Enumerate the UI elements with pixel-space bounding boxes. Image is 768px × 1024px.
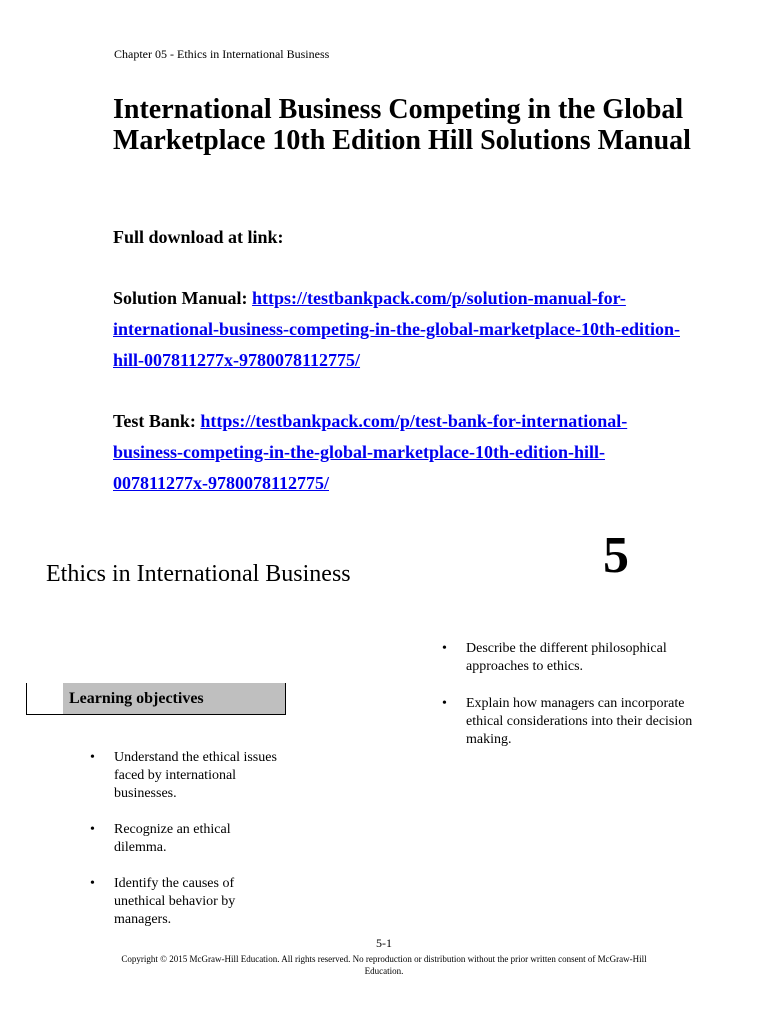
test-bank-link[interactable]: https://testbankpack.com/p/test-bank-for-international-business-competing-in-the-global-marketplace-10th-edition-hill-007811277x-9780078112775/ xyxy=(113,411,628,493)
list-item xyxy=(90,821,280,857)
copyright-notice: Copyright © 2015 McGraw-Hill Education. All rights reserved. No reproduction or distribution without the prior written consent of McGraw-Hill Education. xyxy=(121,954,647,976)
objectives-list-left xyxy=(90,749,280,947)
list-item xyxy=(90,749,280,803)
learning-objectives-box xyxy=(26,683,286,715)
objectives-list-right xyxy=(442,640,702,768)
bullet-icon: • xyxy=(442,696,447,711)
running-header: Chapter 05 - Ethics in International Business xyxy=(114,47,330,61)
bullet-icon: • xyxy=(442,641,447,656)
bullet-icon: • xyxy=(90,876,95,891)
list-item xyxy=(442,695,702,749)
list-item xyxy=(90,875,280,929)
document-title: International Business Competing in the Global Marketplace 10th Edition Hill Solutions Manual xyxy=(113,94,691,156)
full-download-label: Full download at link: xyxy=(113,227,284,247)
objective-text: Recognize an ethical dilemma. xyxy=(114,822,231,855)
objective-text: Describe the different philosophical approaches to ethics. xyxy=(466,641,667,674)
chapter-title: Ethics in International Business xyxy=(46,561,351,587)
solution-manual-label: Solution Manual: xyxy=(113,288,253,308)
objective-text: Identify the causes of unethical behavior by managers. xyxy=(114,876,236,927)
list-item xyxy=(442,640,702,676)
objective-text: Understand the ethical issues faced by international businesses. xyxy=(114,750,277,801)
solution-manual-paragraph xyxy=(113,283,693,376)
page-number: 5-1 xyxy=(376,936,392,950)
test-bank-paragraph xyxy=(113,406,673,499)
learning-objectives-heading: Learning objectives xyxy=(69,690,204,707)
test-bank-label: Test Bank: xyxy=(113,411,201,431)
objective-text: Explain how managers can incorporate ethical considerations into their decision making. xyxy=(466,696,693,747)
bullet-icon: • xyxy=(90,822,95,837)
bullet-icon: • xyxy=(90,750,95,765)
solution-manual-link[interactable]: https://testbankpack.com/p/solution-manual-for-international-business-competing-in-the-global-marketplace-10th-edition-hill-007811277x-9780078112775/ xyxy=(113,288,680,370)
chapter-number: 5 xyxy=(603,527,629,584)
